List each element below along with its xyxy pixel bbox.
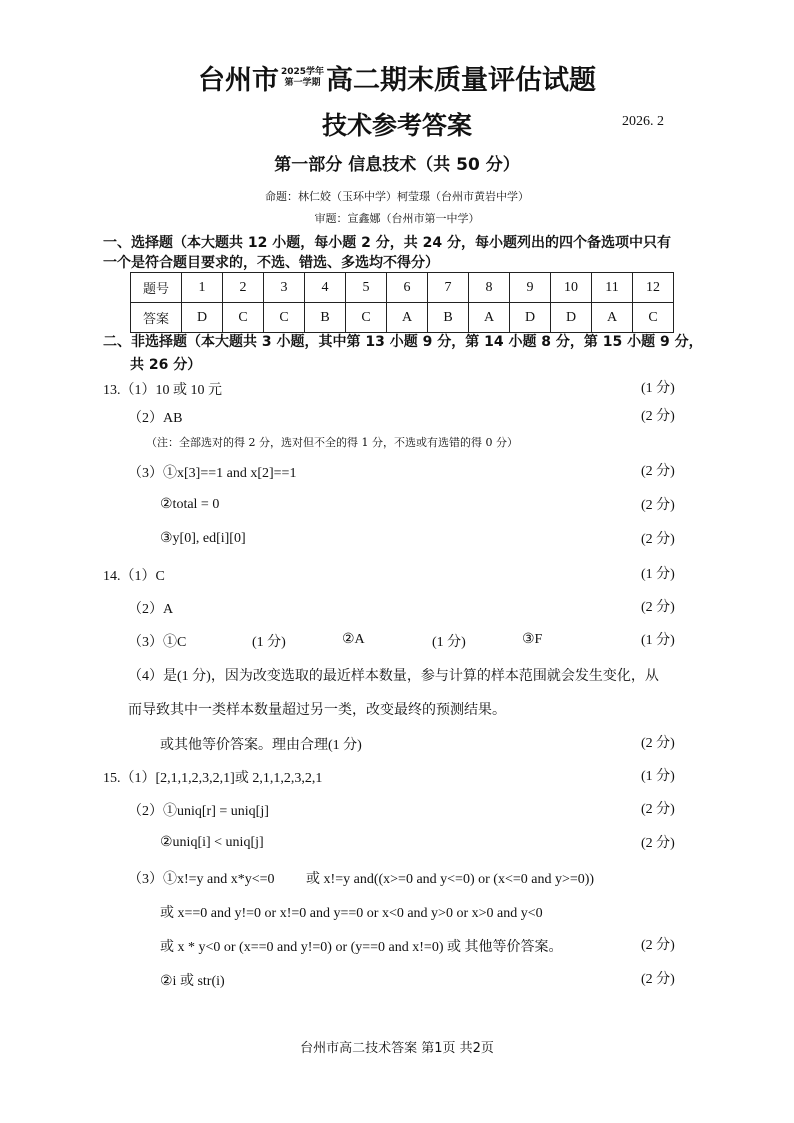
title-term-stack [281, 67, 324, 89]
section1-title-cont: 一个是符合题目要求的，不选、错选、多选均不得分） [103, 255, 439, 271]
q13-part3-a-points: (2 分) [641, 464, 675, 479]
answer-table-number-row [131, 273, 674, 303]
answer-cell: B [305, 303, 346, 333]
answer-cell: B [428, 303, 469, 333]
section2-title-cont: 共 26 分） [130, 357, 202, 373]
q13-part2: （2）AB [128, 411, 183, 426]
q15-part3-a-line2: 或 x==0 and y!=0 or x!=0 and y==0 or x<0 and y>0 or x>0 and y<0 [160, 906, 543, 921]
answer-cell: C [223, 303, 264, 333]
question-number: 4 [305, 273, 346, 303]
title-main: 高二期末质量评估试题 [326, 65, 597, 96]
q13-part3-c-points: (2 分) [641, 532, 675, 547]
answer-table [130, 272, 674, 333]
q14-part1: 14.（1）C [103, 569, 165, 584]
answer-cell: C [346, 303, 387, 333]
q14-part2-points: (2 分) [641, 600, 675, 615]
answer-cell: A [469, 303, 510, 333]
q13-part3-a: （3）①x[3]==1 and x[2]==1 [128, 466, 297, 481]
q15-part3-a-line1: （3）①x!=y and x*y<=0 或 x!=y and((x>=0 and y<=0) or (x<=0 and y>=0)) [128, 872, 595, 887]
q15-part1-points: (1 分) [641, 769, 675, 784]
answer-table-answer-row [131, 303, 674, 333]
title-year: 2025学年 [280, 66, 325, 77]
page-footer: 台州市高二技术答案 第1页 共2页 [300, 1041, 494, 1056]
q14-part4-line2: 而导致其中一类样本数量超过另一类，改变最终的预测结果。 [128, 703, 506, 718]
q15-part2-b-points: (2 分) [641, 836, 675, 851]
q13-part1-points: (1 分) [641, 381, 675, 396]
section2-title: 二、非选择题（本大题共 3 小题，其中第 13 小题 9 分，第 14 小题 8 分，第 15 小题 9 分， [103, 334, 703, 350]
q15-part3-a-line3: 或 x * y<0 or (x==0 and y!=0) or (y==0 and x!=0) 或 其他等价答案。 [160, 940, 563, 955]
answer-cell: C [264, 303, 305, 333]
q15-part3-a-points: (2 分) [641, 938, 675, 953]
q15-part2-a: （2）①uniq[r] = uniq[j] [128, 804, 269, 819]
q14-part3-a: （3）①C [128, 635, 187, 650]
q14-part4-points: (2 分) [641, 736, 675, 751]
q14-part1-points: (1 分) [641, 567, 675, 582]
row-label-answer: 答案 [131, 303, 182, 333]
q14-part4-line3: 或其他等价答案。理由合理(1 分) [160, 738, 362, 753]
row-label-number: 题号 [131, 273, 182, 303]
question-number: 3 [264, 273, 305, 303]
question-number: 10 [551, 273, 592, 303]
answer-cell: D [510, 303, 551, 333]
question-number: 6 [387, 273, 428, 303]
q14-part2: （2）A [128, 602, 174, 617]
page-subtitle: 技术参考答案 [321, 111, 472, 140]
part-heading: 第一部分 信息技术（共 50 分） [274, 155, 520, 175]
question-number: 9 [510, 273, 551, 303]
section1-title: 一、选择题（本大题共 12 小题，每小题 2 分，共 24 分，每小题列出的四个备选项中只有 [103, 235, 671, 251]
answer-cell: C [633, 303, 674, 333]
q14-part4-line1: （4）是(1 分)，因为改变选取的最近样本数量，参与计算的样本范围就会发生变化，从 [128, 669, 659, 684]
question-number: 2 [223, 273, 264, 303]
q13-part3-b: ②total = 0 [160, 497, 220, 512]
q15-part3-b: ②i 或 str(i) [160, 974, 225, 989]
answer-cell: D [182, 303, 223, 333]
q14-part3-a-points: (1 分) [252, 635, 286, 650]
q14-part3-c-points: (1 分) [641, 633, 675, 648]
reviewer-line: 审题：宣鑫娜（台州市第一中学） [314, 212, 480, 225]
title-city: 台州市 [197, 65, 279, 96]
answer-cell: A [592, 303, 633, 333]
question-number: 11 [592, 273, 633, 303]
q13-part1: 13.（1）10 或 10 元 [103, 383, 222, 398]
question-number: 12 [633, 273, 674, 303]
answer-cell: D [551, 303, 592, 333]
q13-part3-b-points: (2 分) [641, 498, 675, 513]
question-number: 1 [182, 273, 223, 303]
q15-part1: 15.（1）[2,1,1,2,3,2,1]或 2,1,1,2,3,2,1 [103, 771, 323, 786]
q15-part2-a-points: (2 分) [641, 802, 675, 817]
question-number: 5 [346, 273, 387, 303]
exam-title [0, 58, 794, 97]
q14-part3-c: ③F [522, 632, 543, 647]
question-number: 8 [469, 273, 510, 303]
q13-part2-points: (2 分) [641, 409, 675, 424]
q13-note: （注：全部选对的得 2 分，选对但不全的得 1 分，不选或有选错的得 0 分） [146, 436, 518, 449]
q15-part3-b-points: (2 分) [641, 972, 675, 987]
exam-date: 2026. 2 [622, 114, 664, 129]
question-number: 7 [428, 273, 469, 303]
authors-line: 命题：林仁姣（玉环中学）柯莹璟（台州市黄岩中学） [265, 190, 529, 203]
title-term: 第一学期 [284, 77, 321, 88]
q15-part2-b: ②uniq[i] < uniq[j] [160, 835, 264, 850]
q14-part3-b: ②A [342, 632, 365, 647]
q14-part3-b-points: (1 分) [432, 635, 466, 650]
q13-part3-c: ③y[0], ed[i][0] [160, 531, 246, 546]
answer-cell: A [387, 303, 428, 333]
